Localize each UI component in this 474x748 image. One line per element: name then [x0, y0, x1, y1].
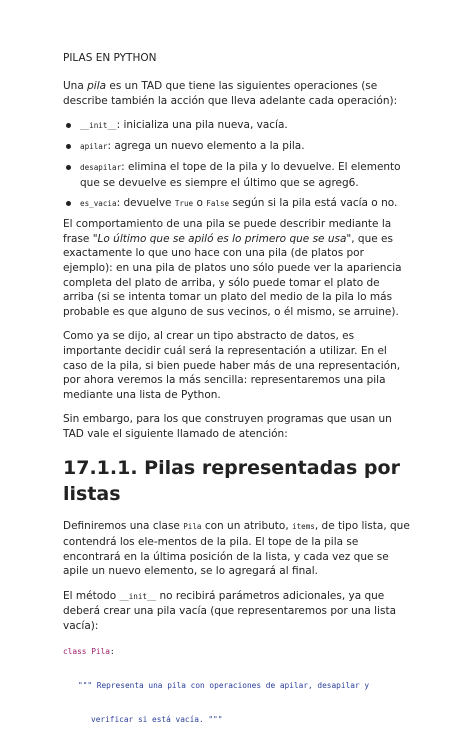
define-text-b: con un atributo, [201, 520, 293, 533]
op-code: __init__ [80, 121, 117, 131]
bullet-icon [66, 144, 71, 149]
representation-paragraph: Como ya se dijo, al crear un tipo abstracto de datos, es importante decidir cuál será la representación a utilizar. En el caso de la pila, si bien puede haber más de una representación, por ahora veremos la más sencilla: representaremos una pila mediante una lista de Python. [63, 330, 401, 401]
op-text: : agrega un nuevo elemento a la pila. [107, 140, 305, 153]
operations-list [63, 118, 413, 211]
interface-paragraph: Sin embargo, para los que construyen programas que usan un TAD vale el siguiente llamado de atención: [63, 413, 392, 440]
code-line-docstring-2: verificar si está vacía. """ [91, 714, 223, 724]
behavior-text-b: ", que es exactamente lo que uno hace con una pila (de platos por ejemplo): en una pila de platos uno sólo puede ver la apariencia completa del plato de arriba, y sólo puede tomar el plato de arriba (si se intenta tomar un plato del medio de la pila lo más probable es que alguno de sus vecinos, o él mismo, se arruine). [63, 232, 402, 318]
method-text-a: El método [63, 589, 120, 602]
bullet-icon [66, 123, 71, 128]
op-code: es_vacia [80, 199, 117, 209]
bullet-icon [66, 201, 71, 206]
code-line-docstring-1: """ Representa una pila con operaciones de apilar, desapilar y [78, 680, 370, 690]
op-text: : inicializa una pila nueva, vacía. [116, 119, 288, 132]
code-colon: : [109, 646, 115, 656]
op-code: desapilar [80, 163, 122, 173]
define-text-a: Definiremos una clase [63, 520, 184, 533]
list-item-apilar [63, 139, 413, 155]
define-text-c: , de tipo lista, que contendrá los ele-mentos de la pila. El tope de la pila se encontrará en la última posición de la lista, y cada vez que se apile un nuevo elemento, se lo agregará al final. [63, 520, 410, 578]
op-text: según si la pila está vacía o no. [229, 197, 398, 210]
op-text: : elimina el tope de la pila y lo devuelve. El elemento que se devuelve es siempre el último que se agreg6. [80, 161, 401, 189]
method-text-b: no recibirá parámetros adicionales, ya que deberá crear una pila vacía (que representaremos por una lista vacía): [63, 589, 397, 633]
code-class-name: Pila [91, 646, 110, 656]
op-text: o [193, 197, 207, 210]
code-keyword: class [63, 646, 87, 656]
list-item-es-vacia [63, 196, 413, 212]
behavior-quote: Lo último que se apiló es lo primero que se usa [97, 232, 347, 245]
bullet-icon [66, 165, 71, 170]
list-item-desapilar [63, 160, 413, 190]
define-code-pila: Pila [183, 522, 202, 532]
intro-pila-emphasis: pila [87, 80, 107, 92]
behavior-paragraph [63, 217, 413, 319]
method-paragraph [63, 589, 413, 634]
intro-paragraph [63, 79, 413, 108]
list-item-init [63, 118, 413, 134]
method-code-init: __init__ [119, 591, 157, 601]
define-paragraph [63, 519, 413, 578]
code-block [63, 646, 413, 726]
define-code-items: items [292, 522, 315, 532]
document-title: PILAS EN PYTHON [63, 52, 157, 64]
intro-text-b: es un TAD que tiene las siguientes operaciones (se describe también la acción que lleva adelante cada operación): [63, 80, 398, 107]
code-line-class [63, 646, 413, 658]
op-text: : devuelve [116, 197, 175, 210]
document-page [63, 51, 413, 748]
op-code-false: False [206, 199, 230, 209]
op-code-true: True [174, 199, 194, 209]
section-heading: 17.1.1. Pilas representadas por listas [63, 457, 400, 506]
intro-text-a: Una [63, 80, 88, 92]
behavior-text-a: El comportamiento de una pila se puede describir mediante la frase " [63, 218, 392, 245]
op-code: apilar [80, 142, 108, 152]
